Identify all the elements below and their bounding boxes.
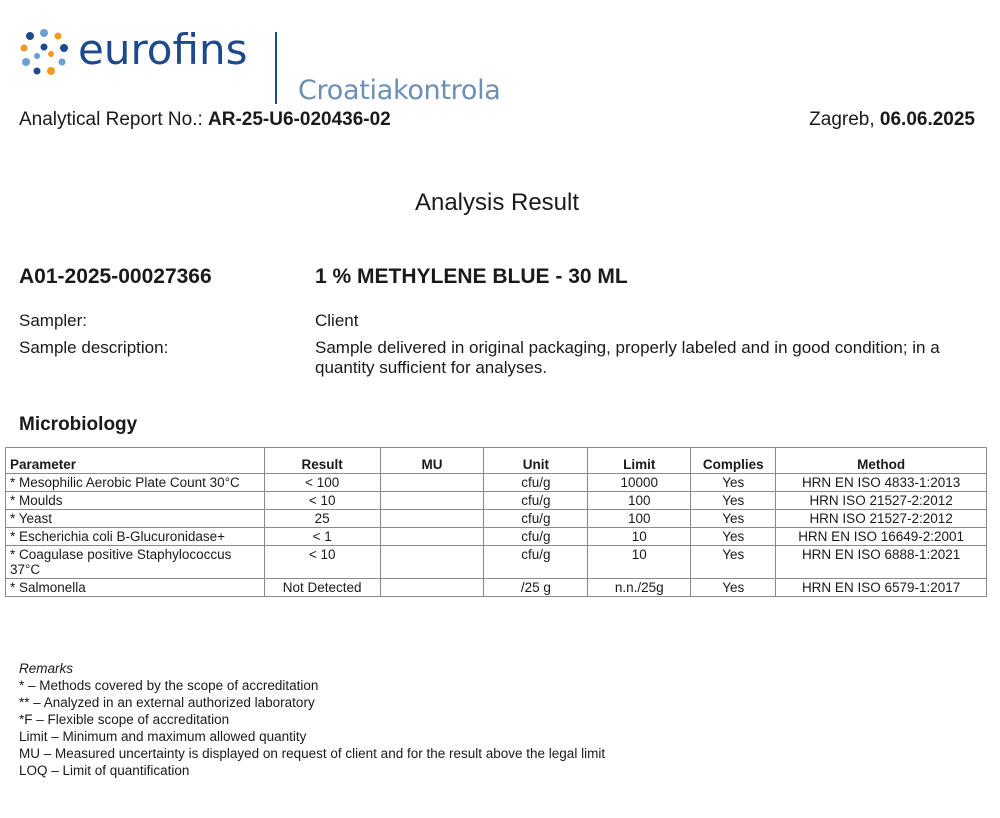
remarks-line: Limit – Minimum and maximum allowed quantity	[19, 729, 307, 744]
table-row	[6, 510, 987, 528]
cell-complies: Yes	[691, 528, 776, 546]
page-title: Analysis Result	[414, 189, 580, 216]
cell-method: HRN EN ISO 16649-2:2001	[776, 528, 987, 546]
report-number-label: Analytical Report No.:	[19, 109, 209, 130]
cell-mu	[380, 528, 484, 546]
cell-mu	[380, 579, 484, 597]
remarks-section	[19, 660, 605, 779]
cell-result: Not Detected	[264, 579, 380, 597]
cell-result: < 1	[264, 528, 380, 546]
cell-method: HRN EN ISO 4833-1:2013	[776, 474, 987, 492]
cell-parameter: * Escherichia coli B-Glucuronidase+	[6, 528, 265, 546]
cell-mu	[380, 492, 484, 510]
cell-limit: 10	[588, 528, 691, 546]
section-title-microbiology: Microbiology	[19, 414, 138, 435]
remarks-title: Remarks	[19, 661, 74, 676]
table-row	[6, 579, 987, 597]
cell-limit: n.n./25g	[588, 579, 691, 597]
cell-unit: cfu/g	[484, 492, 588, 510]
cell-parameter: * Moulds	[6, 492, 265, 510]
report-date: 06.06.2025	[879, 109, 975, 130]
cell-complies: Yes	[691, 474, 776, 492]
cell-result: < 100	[264, 474, 380, 492]
column-header-result: Result	[264, 448, 380, 474]
remarks-line: MU – Measured uncertainty is displayed on request of client and for the result above the legal limit	[19, 746, 606, 761]
sampler-label: Sampler:	[19, 311, 88, 330]
cell-limit: 10	[588, 546, 691, 579]
cell-result: 25	[264, 510, 380, 528]
remarks-line: *F – Flexible scope of accreditation	[19, 712, 230, 727]
cell-method: HRN EN ISO 6579-1:2017	[776, 579, 987, 597]
column-header-complies: Complies	[691, 448, 776, 474]
eurofins-dots-icon	[18, 26, 70, 78]
cell-limit: 100	[588, 510, 691, 528]
report-city: Zagreb,	[809, 109, 880, 130]
cell-mu	[380, 510, 484, 528]
remarks-line: * – Methods covered by the scope of accreditation	[19, 678, 319, 693]
sample-id: A01-2025-00027366	[19, 265, 212, 288]
cell-complies: Yes	[691, 492, 776, 510]
remarks-line: ** – Analyzed in an external authorized laboratory	[19, 695, 315, 710]
table-row	[6, 474, 987, 492]
cell-mu	[380, 546, 484, 579]
cell-parameter: * Yeast	[6, 510, 265, 528]
sub-brand-name: Croatiakontrola	[298, 75, 501, 106]
brand-name: eurofins	[78, 25, 248, 74]
sample-name: 1 % METHYLENE BLUE - 30 ML	[315, 265, 628, 288]
table-header-row	[6, 448, 987, 474]
cell-unit: cfu/g	[484, 546, 588, 579]
column-header-limit: Limit	[588, 448, 691, 474]
table-row	[6, 492, 987, 510]
cell-limit: 10000	[588, 474, 691, 492]
cell-method: HRN ISO 21527-2:2012	[776, 492, 987, 510]
logo-divider	[275, 32, 277, 104]
cell-complies: Yes	[691, 579, 776, 597]
cell-method: HRN EN ISO 6888-1:2021	[776, 546, 987, 579]
column-header-method: Method	[776, 448, 987, 474]
column-header-unit: Unit	[484, 448, 588, 474]
sample-description-value: Sample delivered in original packaging, properly labeled and in good condition; in a quantity sufficient for analyses.	[315, 338, 940, 377]
cell-mu	[380, 474, 484, 492]
sampler-value: Client	[315, 311, 359, 330]
cell-parameter: * Mesophilic Aerobic Plate Count 30°C	[6, 474, 265, 492]
cell-complies: Yes	[691, 510, 776, 528]
table-row	[6, 546, 987, 579]
cell-limit: 100	[588, 492, 691, 510]
cell-unit: /25 g	[484, 579, 588, 597]
cell-unit: cfu/g	[484, 510, 588, 528]
cell-complies: Yes	[691, 546, 776, 579]
report-number-line	[19, 109, 391, 131]
results-table	[5, 447, 987, 597]
sample-description-label: Sample description:	[19, 338, 169, 357]
company-logo	[18, 24, 518, 108]
cell-result: < 10	[264, 546, 380, 579]
table-row	[6, 528, 987, 546]
column-header-mu: MU	[380, 448, 484, 474]
cell-method: HRN ISO 21527-2:2012	[776, 510, 987, 528]
remarks-line: LOQ – Limit of quantification	[19, 763, 190, 778]
cell-unit: cfu/g	[484, 528, 588, 546]
cell-unit: cfu/g	[484, 474, 588, 492]
report-date-line	[809, 109, 975, 131]
report-number: AR-25-U6-020436-02	[208, 109, 391, 130]
cell-parameter: * Coagulase positive Staphylococcus 37°C	[6, 546, 265, 579]
cell-result: < 10	[264, 492, 380, 510]
column-header-parameter: Parameter	[6, 448, 265, 474]
cell-parameter: * Salmonella	[6, 579, 265, 597]
